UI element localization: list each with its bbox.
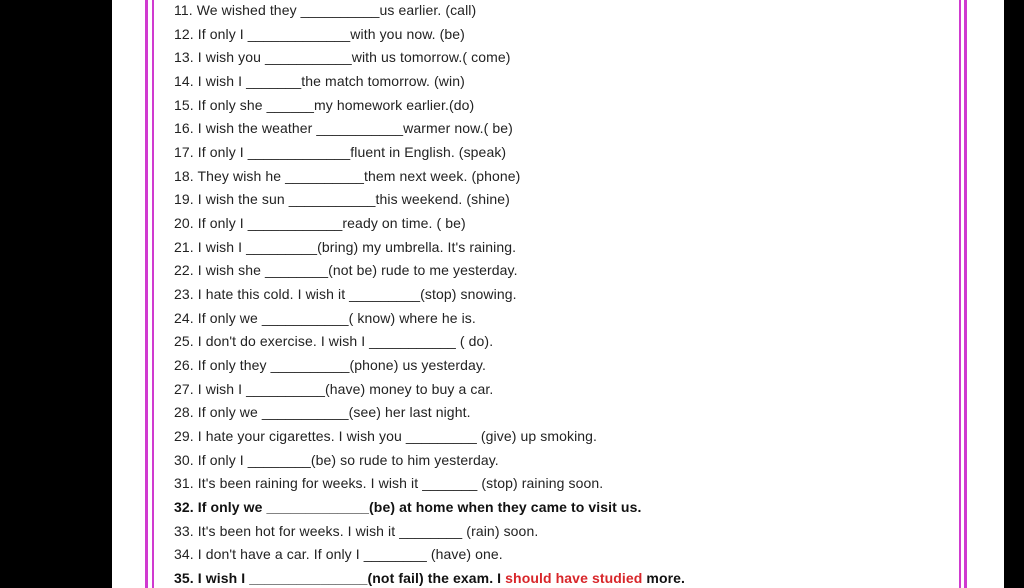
exercise-23: 23. I hate this cold. I wish it _________(stop) snowing. — [174, 286, 517, 302]
exercise-17: 17. If only I _____________fluent in English. (speak) — [174, 144, 507, 160]
exercise-25: 25. I don't do exercise. I wish I ___________ ( do). — [174, 333, 494, 349]
exercise-14: 14. I wish I _______the match tomorrow. (win) — [174, 73, 465, 89]
exercise-35-start: 35. I wish I _______________(not fail) the exam. I — [174, 570, 506, 586]
exercise-11: 11. We wished they __________us earlier. (call) — [174, 2, 477, 18]
exercise-28: 28. If only we ___________(see) her last night. — [174, 404, 471, 420]
page-border-right-outer — [964, 0, 967, 588]
exercise-24: 24. If only we ___________( know) where he is. — [174, 310, 476, 326]
exercise-22: 22. I wish she ________(not be) rude to me yesterday. — [174, 262, 518, 278]
exercise-15: 15. If only she ______my homework earlier.(do) — [174, 97, 475, 113]
exercise-34: 34. I don't have a car. If only I ________ (have) one. — [174, 546, 503, 562]
exercise-20: 20. If only I ____________ready on time. ( be) — [174, 215, 466, 231]
exercise-31: 31. It's been raining for weeks. I wish it _______ (stop) raining soon. — [174, 475, 604, 491]
page-border-left-inner — [152, 0, 154, 588]
exercise-35-end: more. — [642, 570, 686, 586]
page-border-right-inner — [959, 0, 961, 588]
exercise-27: 27. I wish I __________(have) money to buy a car. — [174, 381, 494, 397]
exercise-19: 19. I wish the sun ___________this weekend. (shine) — [174, 191, 510, 207]
exercise-16: 16. I wish the weather ___________warmer now.( be) — [174, 120, 513, 136]
exercise-21: 21. I wish I _________(bring) my umbrella. It's raining. — [174, 239, 517, 255]
exercise-35 — [174, 569, 685, 587]
exercise-30: 30. If only I ________(be) so rude to him yesterday. — [174, 452, 499, 468]
exercise-13: 13. I wish you ___________with us tomorrow.( come) — [174, 49, 511, 65]
exercise-32: 32. If only we _____________(be) at home when they came to visit us. — [174, 499, 642, 515]
exercise-26: 26. If only they __________(phone) us yesterday. — [174, 357, 486, 373]
exercise-29: 29. I hate your cigarettes. I wish you _________ (give) up smoking. — [174, 428, 598, 444]
exercise-18: 18. They wish he __________them next week. (phone) — [174, 168, 521, 184]
exercise-33: 33. It's been hot for weeks. I wish it ________ (rain) soon. — [174, 523, 539, 539]
page-border-left-outer — [145, 0, 148, 588]
exercise-35-highlight: should have studied — [505, 570, 643, 586]
exercise-12: 12. If only I _____________with you now. (be) — [174, 26, 465, 42]
